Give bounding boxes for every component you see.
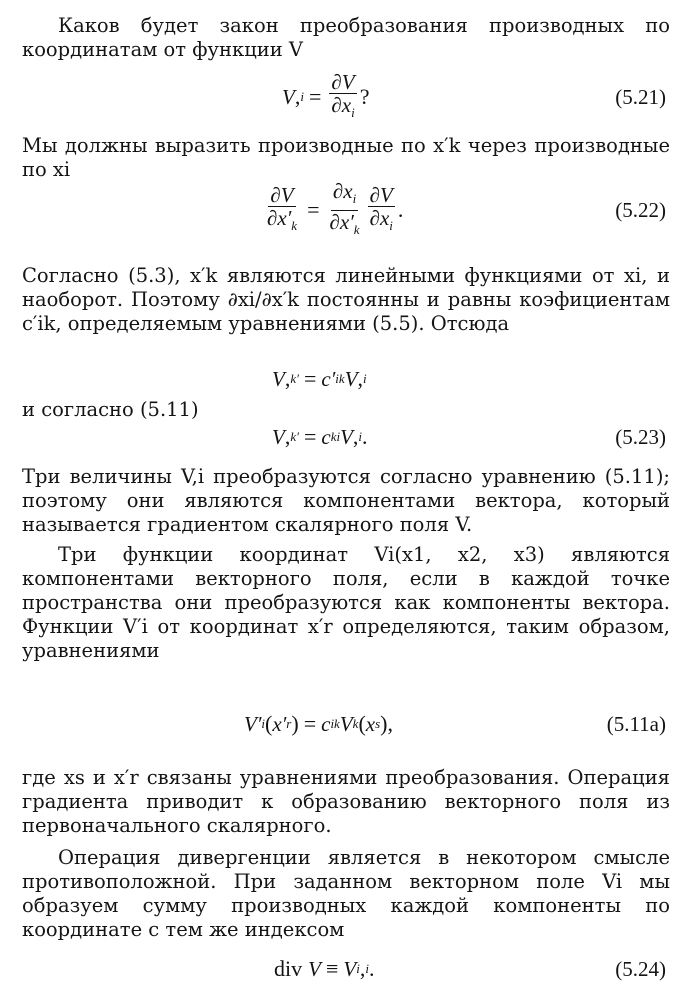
formula-5-23: V , k′ = c ki V , i . bbox=[272, 424, 368, 449]
equation-5-22 bbox=[0, 178, 692, 237]
paragraph-7: где xs и x′r связаны уравнениями преобразования. Операция градиента приводит к образованию векторного поля из первоначального скалярного. bbox=[22, 766, 670, 837]
equation-number: (5.23) bbox=[615, 425, 666, 449]
equation-5-21 bbox=[0, 70, 692, 124]
paragraph-4: и согласно (5.11) bbox=[22, 398, 199, 421]
equation-5-23 bbox=[0, 410, 692, 464]
fraction: $\frac{\partial V}{\partial x_i}$ bbox=[369, 182, 393, 233]
formula-5-21: V , i = $\frac{\partial V}{\partial x_i}$ ? bbox=[282, 70, 369, 124]
formula-5-24: div V ≡ V i , i . bbox=[274, 956, 375, 981]
equation-number: (5.21) bbox=[615, 85, 666, 109]
paragraph-8: Операция дивергенции является в некотором смысле противоположной. При заданном векторном поле Vi мы образуем сумму производных каждой компоненты по координате с тем же индексом bbox=[22, 846, 670, 941]
paragraph-6: Три функции координат Vi(x1, x2, x3) являются компонентами векторного поля, если в каждой точке пространства они преобразуются как компоненты вектора. Функции V′i от координат x′r определяются, таким образом, уравнениями bbox=[22, 543, 670, 662]
equation-5-24 bbox=[0, 942, 692, 996]
fraction: $\frac{\partial V}{\partial x'_k}$ bbox=[267, 182, 298, 233]
paragraph-1: Каков будет закон преобразования производных по координатам от функции V bbox=[22, 14, 670, 61]
fraction: $\frac{\partial x_i}{\partial x'_k}$ bbox=[329, 178, 360, 237]
formula-unnumbered: V , k′ = c′ ik V , i bbox=[272, 366, 367, 391]
equation-number: (5.22) bbox=[615, 198, 666, 222]
formula-5-22: $\frac{\partial V}{\partial x'_k}$ = $\frac{\partial x_i}{\partial x'_k}$ $\frac{\partial V}{\partial x_i}$ . bbox=[262, 183, 403, 237]
paragraph-2: Мы должны выразить производные по x′k через производные по xi bbox=[22, 134, 670, 181]
fraction: $\frac{\partial V}{\partial x_i}$ bbox=[331, 69, 355, 120]
equation-5-11a bbox=[0, 697, 692, 751]
formula-5-11a: V′ i ( x′ r ) = c ik V k ( x s ), bbox=[244, 711, 393, 736]
paragraph-5: Три величины V,i преобразуются согласно уравнению (5.11); поэтому они являются компонентами вектора, который называется градиентом скалярного поля V. bbox=[22, 465, 670, 536]
equation-number: (5.24) bbox=[615, 957, 666, 981]
paragraph-3: Согласно (5.3), x′k являются линейными функциями от xi, и наоборот. Поэтому ∂xi/∂x′k постоянны и равны коэфициентам c′ik, определяемым уравнениями (5.5). Отсюда bbox=[22, 264, 670, 335]
equation-number: (5.11a) bbox=[606, 712, 666, 736]
